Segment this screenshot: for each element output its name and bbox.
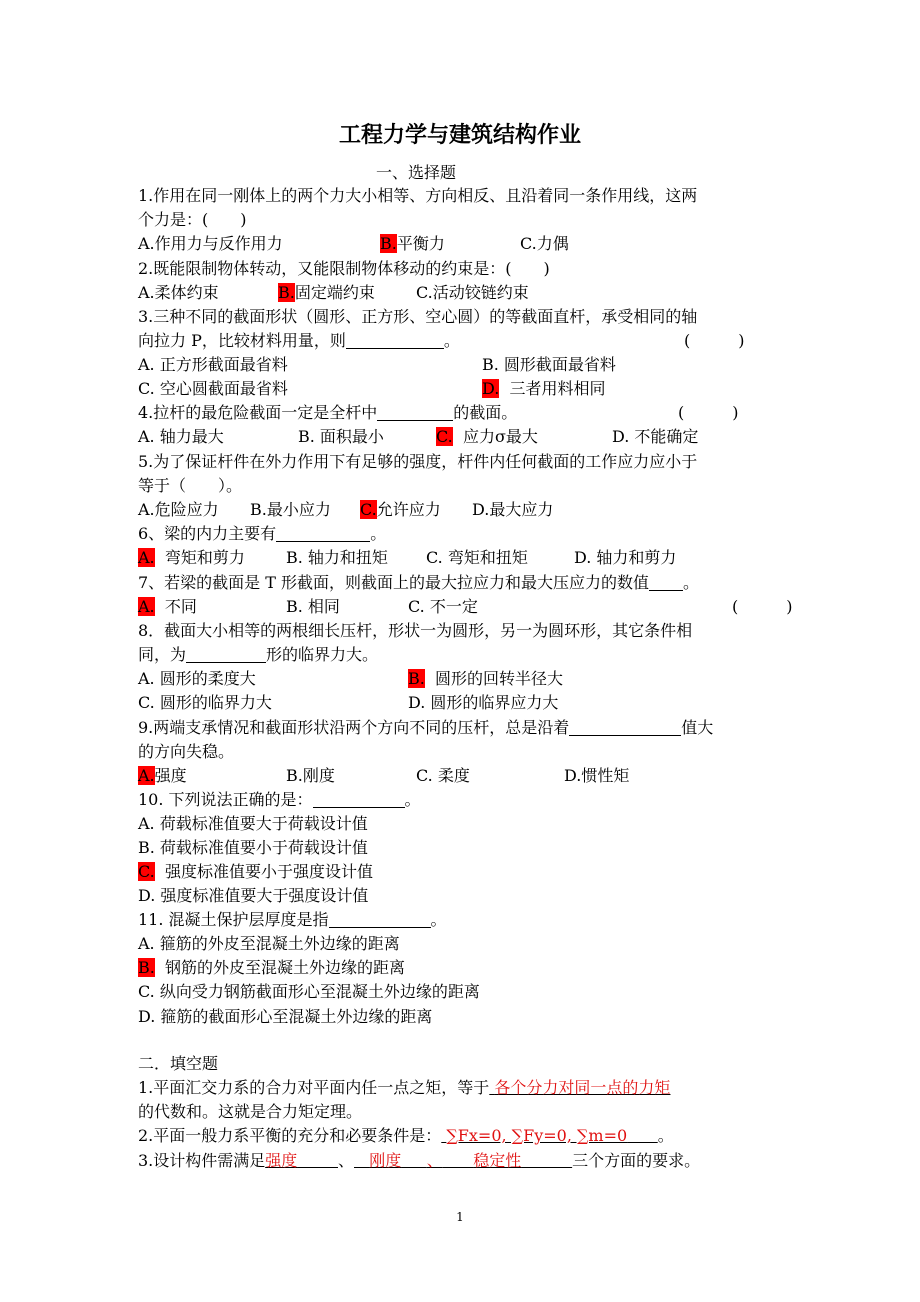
answer-marker: B. xyxy=(408,669,425,688)
q4-option-c: C. 应力σ最大 xyxy=(436,427,538,446)
f3-answer-3: 稳定性 xyxy=(473,1151,522,1170)
q8-options-row2 xyxy=(138,693,559,713)
q9-stem: 9.两端支承情况和截面形状沿两个方向不同的压杆，总是沿着 值大 xyxy=(138,718,714,737)
q8-stem-cont: 同，为 形的临界力大。 xyxy=(138,645,379,664)
q3-stem-cont: 向拉力 P，比较材料用量，则 。 ( ) xyxy=(138,331,745,350)
f1-line: 1.平面汇交力系的合力对平面内任一点之矩，等于 各个分力对同一点的力矩 xyxy=(138,1078,671,1097)
answer-blank xyxy=(186,646,266,663)
answer-marker: B. xyxy=(138,958,155,977)
q2-options xyxy=(138,283,529,303)
q3-options-row1 xyxy=(138,355,616,375)
q7-paren: ( ) xyxy=(732,597,793,616)
section-heading-choice: 一、选择题 xyxy=(376,163,457,182)
q1-option-a: A.作用力与反作用力 xyxy=(138,234,283,253)
q11-option-c: C. 纵向受力钢筋截面形心至混凝土外边缘的距离 xyxy=(138,982,480,1001)
q1-option-c: C.力偶 xyxy=(520,234,569,253)
q1-option-b: B.平衡力 xyxy=(380,234,445,253)
q9-option-c: C. 柔度 xyxy=(416,766,470,785)
answer-marker: A. xyxy=(138,548,155,567)
q4-option-d: D. 不能确定 xyxy=(612,427,699,446)
answer-blank xyxy=(354,1151,427,1170)
answer-blank xyxy=(346,332,444,349)
answer-marker: C. xyxy=(436,427,453,446)
q8-options-row1 xyxy=(138,669,564,689)
q4-option-a: A. 轴力最大 xyxy=(138,427,224,446)
q6-option-a: A. 弯矩和剪力 xyxy=(138,548,245,567)
q2-option-b: B.固定端约束 xyxy=(278,283,375,302)
q11-option-d: D. 箍筋的截面形心至混凝土外边缘的距离 xyxy=(138,1007,433,1026)
answer-blank xyxy=(329,911,431,928)
answer-marker: C. xyxy=(360,500,377,519)
q3-stem: 3.三种不同的截面形状（圆形、正方形、空心圆）的等截面直杆，承受相同的轴 xyxy=(138,307,698,326)
q4-stem: 4.拉杆的最危险截面一定是全杆中 的截面。 ( ) xyxy=(138,403,739,422)
q8-stem: 8．截面大小相等的两根细长压杆，形状一为圆形，另一为圆环形，其它条件相 xyxy=(138,621,693,640)
q9-option-a: A.强度 xyxy=(138,766,187,785)
q6-stem: 6、梁的内力主要有 。 xyxy=(138,524,387,543)
q4-paren: ( ) xyxy=(678,403,739,422)
q11-option-a: A. 箍筋的外皮至混凝土外边缘的距离 xyxy=(138,934,400,953)
answer-blank xyxy=(441,1126,657,1145)
q9-stem-cont: 的方向失稳。 xyxy=(138,742,235,761)
f3-answer-1: 强度 xyxy=(265,1151,298,1170)
q9-option-b: B.刚度 xyxy=(286,766,335,785)
q6-option-b: B. 轴力和扭矩 xyxy=(286,548,388,567)
q8-option-c: C. 圆形的临界力大 xyxy=(138,693,272,712)
q7-option-b: B. 相同 xyxy=(286,597,340,616)
answer-blank xyxy=(649,574,683,591)
f2-answer: ∑Fx=0, ∑Fy=0, ∑m=0 xyxy=(446,1126,628,1145)
q3-options-row2 xyxy=(138,379,606,399)
answer-blank xyxy=(569,719,681,736)
q1-stem-cont: 个力是：( ) xyxy=(138,210,247,229)
f2-line: 2.平面一般力系平衡的充分和必要条件是： ∑Fx=0, ∑Fy=0, ∑m=0 。 xyxy=(138,1126,674,1145)
answer-marker: C. xyxy=(138,862,155,881)
q5-options xyxy=(138,500,554,520)
f3-line: 3.设计构件需满足强度 、 刚度 、 稳定性 三个方面的要求。 xyxy=(138,1151,701,1170)
section-heading-fill: 二．填空题 xyxy=(138,1054,219,1073)
q4-option-b: B. 面积最小 xyxy=(298,427,384,446)
q11-stem: 11. 混凝土保护层厚度是指 。 xyxy=(138,910,447,929)
answer-blank xyxy=(313,791,405,808)
q7-stem: 7、若梁的截面是 T 形截面，则截面上的最大拉应力和最大压应力的数值 。 xyxy=(138,573,700,592)
q10-option-b: B. 荷载标准值要小于荷载设计值 xyxy=(138,838,368,857)
q5-option-d: D.最大应力 xyxy=(472,500,554,519)
answer-blank xyxy=(377,404,453,421)
q6-options xyxy=(138,548,677,568)
q10-option-a: A. 荷载标准值要大于荷载设计值 xyxy=(138,814,368,833)
answer-marker: A. xyxy=(138,766,155,785)
page-number: 1 xyxy=(456,1210,464,1224)
q2-stem: 2.既能限制物体转动，又能限制物体移动的约束是：( ) xyxy=(138,259,550,278)
answer-blank xyxy=(276,525,370,542)
answer-blank xyxy=(489,1078,670,1097)
q10-stem: 10. 下列说法正确的是： 。 xyxy=(138,790,421,809)
q3-paren: ( ) xyxy=(684,331,745,350)
q9-option-d: D.惯性矩 xyxy=(564,766,630,785)
f1-answer: 各个分力对同一点的力矩 xyxy=(494,1078,671,1097)
answer-blank xyxy=(265,1151,338,1170)
f3-answer-2: 刚度 xyxy=(369,1151,402,1170)
q1-stem: 1.作用在同一刚体上的两个力大小相等、方向相反、且沿着同一条作用线，这两 xyxy=(138,186,698,205)
q1-options xyxy=(138,234,569,254)
q5-stem: 5.为了保证杆件在外力作用下有足够的强度，杆件内任何截面的工作应力应小于 xyxy=(138,452,698,471)
q3-option-c: C. 空心圆截面最省料 xyxy=(138,379,288,398)
q8-option-a: A. 圆形的柔度大 xyxy=(138,669,256,688)
q7-option-a: A. 不同 xyxy=(138,597,197,616)
q2-option-c: C.活动铰链约束 xyxy=(416,283,529,302)
q6-option-c: C. 弯矩和扭矩 xyxy=(426,548,528,567)
f1-line-cont: 的代数和。这就是合力矩定理。 xyxy=(138,1102,363,1121)
q4-options xyxy=(138,427,699,447)
answer-marker: A. xyxy=(138,597,155,616)
q7-option-c: C. 不一定 xyxy=(408,597,478,616)
q9-options xyxy=(138,766,630,786)
q2-option-a: A.柔体约束 xyxy=(138,283,219,302)
answer-marker: B. xyxy=(380,234,397,253)
q5-option-b: B.最小应力 xyxy=(250,500,331,519)
q10-option-c: C. 强度标准值要小于强度设计值 xyxy=(138,862,373,881)
answer-marker: B. xyxy=(278,283,295,302)
q3-option-d: D. 三者用料相同 xyxy=(482,379,606,398)
q3-option-b: B. 圆形截面最省料 xyxy=(482,355,616,374)
q11-option-b: B. 钢筋的外皮至混凝土外边缘的距离 xyxy=(138,958,406,977)
q3-option-a: A. 正方形截面最省料 xyxy=(138,355,288,374)
q5-option-a: A.危险应力 xyxy=(138,500,219,519)
q5-stem-cont: 等于（ ）。 xyxy=(138,476,243,495)
answer-blank xyxy=(443,1151,572,1170)
answer-marker: D. xyxy=(482,379,500,398)
q10-option-d: D. 强度标准值要大于强度设计值 xyxy=(138,886,369,905)
q8-option-d: D. 圆形的临界应力大 xyxy=(408,693,559,712)
q8-option-b: B. 圆形的回转半径大 xyxy=(408,669,564,688)
document-title: 工程力学与建筑结构作业 xyxy=(338,123,581,148)
q6-option-d: D. 轴力和剪力 xyxy=(574,548,677,567)
q5-option-c: C.允许应力 xyxy=(360,500,441,519)
q7-options xyxy=(138,597,793,617)
